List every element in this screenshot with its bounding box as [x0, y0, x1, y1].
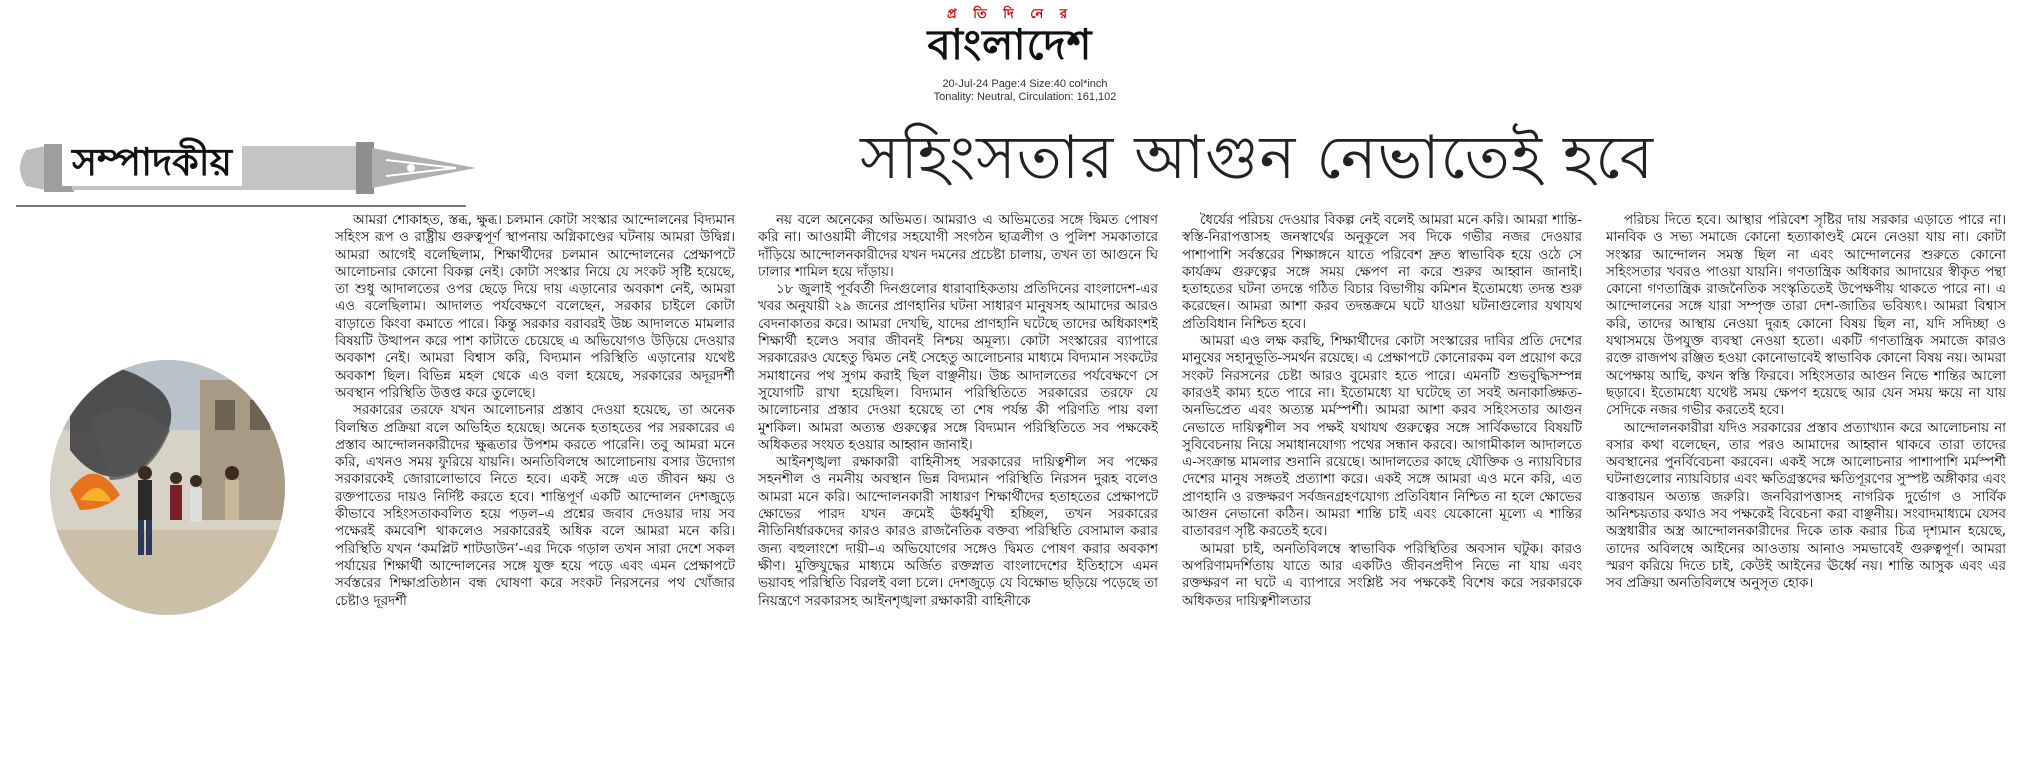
news-photo [50, 360, 285, 615]
section-rule [16, 205, 466, 207]
paragraph: আন্দোলনকারীরা যদিও সরকারের প্রস্তাব প্রত্যাখ্যান করে আলোচনায় না বসার কথা বলেছেন, তার পরও আমাদের আহ্বান থাকবে তারা তাদের অবস্থানের পুনর্বিবেচনা করবেন। একই সঙ্গে আলোচনার পাশাপাশি মর্মস্পর্শী ঘটনাগুলোর ন্যায়বিচার এবং ক্ষতিগ্রস্তদের ক্ষতিপূরণের সুস্পষ্ট অঙ্গীকার এবং বাস্তবায়ন অত্যন্ত জরুরি। জনবিরাপত্তাসহ নাগরিক দুর্ভোগ ও সার্বিক অনিশ্চয়তার কথাও সব পক্ষকেই বিবেচনা করা বাঞ্ছনীয়। সংবাদমাধ্যমে যেসব অস্ত্রধারীর অস্ত্র আন্দোলনকারীদের দিকে তাক করার চিত্র দৃশ্যমান হয়েছে, তাদের অবিলম্বে আইনের আওতায় আনাও সমভাবেই গুরুত্বপূর্ণ। আমরা স্মরণ করিয়ে দিতে চাই, কেউই আইনের ঊর্ধ্বে নয়। শান্তি আসুক এবং এর সব প্রক্রিয়া অনতিবিলম্বে অনুসৃত হোক। [1606, 420, 2006, 592]
paragraph: আমরা শোকাহত, স্তব্ধ, ক্ষুব্ধ। চলমান কোটা সংস্কার আন্দোলনের বিদ্যমান সহিংস রূপ ও রাষ্ট্রীয় গুরুত্বপূর্ণ স্থাপনায় অগ্নিকাণ্ডের ঘটনায় আমরা উদ্বিগ্ন। আমরা আগেই বলেছিলাম, শিক্ষার্থীদের চলমান আন্দোলনের প্রেক্ষাপটে আলোচনার কোনো বিকল্প নেই। কোটা সংস্কার নিয়ে যে সংকট সৃষ্টি হয়েছে, তা শুধু আদালতের ওপর ছেড়ে দিয়ে দায় এড়ানোর অবকাশ নেই, আমরা এও বলেছিলাম। আদালত পর্যবেক্ষণে বলেছেন, সরকার চাইলে কোটা বাড়াতে কিংবা কমাতে পারে। কিন্তু সরকার বরাবরই উচ্চ আদালতে মামলার বিষয়টি উত্থাপন করে পাশ কাটাতে চেয়েছে এ অভিযোগও উড়িয়ে দেওয়ার অবকাশ নেই। আমরা বিশ্বাস করি, বিদ্যমান পরিস্থিতি এড়ানোর যথেষ্ট অবকাশ ছিল। বিভিন্ন মহল থেকে এও বলা হয়েছে, সরকারের অদূরদর্শী অবস্থান পরিস্থিতি উত্তপ্ত করে তুলেছে। [335, 213, 735, 401]
paragraph: আমরা চাই, অনতিবিলম্বে স্বাভাবিক পরিস্থিতির অবসান ঘটুক। কারও অপরিণামদর্শিতায় যাতে আর একটিও জীবনপ্রদীপ নিভে না যায় এবং রক্তক্ষরণ না ঘটে এ ব্যাপারে সংশ্লিষ্ট সব পক্ষকেই বিশেষ করে সরকারকে অধিকতর দায়িত্বশীলতার [1182, 541, 1582, 609]
paragraph: নয় বলে অনেকের অভিমত। আমরাও এ অভিমতের সঙ্গে দ্বিমত পোষণ করি না। আওয়ামী লীগের সহযোগী সংগঠন ছাত্রলীগ ও পুলিশ সমকাতারে দাঁড়িয়ে আন্দোলনকারীদের যখন দমনের প্রচেষ্টা চালায়, তখন তা আগুনে ঘি ঢালার শামিল হয়ে দাঁড়ায়। [758, 213, 1158, 280]
paragraph: সরকারের তরফে যখন আলোচনার প্রস্তাব দেওয়া হয়েছে, তা অনেক বিলম্বিত প্রক্রিয়া বলে অভিহিত হয়েছে। অনেক হতাহতের পর সরকারের এ প্রস্তাব আন্দোলনকারীদের ক্ষুব্ধতার উপশম করতে পারেনি। তবু আমরা মনে করি, এখনও সময় ফুরিয়ে যায়নি। অনতিবিলম্বে আলোচনায় বসার উদ্যোগ সরকারকেই জোরালোভাবে নিতে হবে। একই সঙ্গে এত জীবন ক্ষয় ও রক্তপাতের দায়ও নির্দিষ্ট করতে হবে। শান্তিপূর্ণ একটি আন্দোলন দেশজুড়ে কীভাবে সহিংসতাকবলিত হয়ে পড়ল–এ প্রশ্নের জবাব দেওয়ার দায় সব পক্ষেরই কমবেশি থাকলেও সরকারেরই অধিক বলে আমরা মনে করি। পরিস্থিতি যখন ‘কমপ্লিট শাটডাউন’-এর দিকে গড়াল তখন সারা দেশে সকল পর্যায়ের শিক্ষার্থী আন্দোলনের সঙ্গে যুক্ত হয়ে পড়ে এবং এমন প্রেক্ষাপটে সর্বস্তরের শিক্ষাপ্রতিষ্ঠান বন্ধ ঘোষণা করে সংকট নিরসনের পথ খোঁজার চেষ্টাও দূরদর্শী [335, 403, 735, 609]
column-2 [758, 212, 1158, 764]
protest-scene-image [50, 360, 285, 615]
column-3 [1182, 212, 1582, 764]
paragraph: ধৈর্যের পরিচয় দেওয়ার বিকল্প নেই বলেই আমরা মনে করি। আমরা শান্তি-স্বস্তি-নিরাপত্তাসহ জনস্বার্থের অনুকূলে সব দিকে গভীর নজর দেওয়ার পাশাপাশি সর্বস্তরের শিক্ষাঙ্গনে যাতে পরিবেশ দ্রুত স্বাভাবিক হয়ে ওঠে সে কার্যক্রম গুরুত্বের সঙ্গে সময় ক্ষেপণ না করে শুরুর আহ্বান জানাই। হতাহতের ঘটনা তদন্তে গঠিত বিচার বিভাগীয় কমিশন ইতোমধ্যে তদন্ত শুরু করেছেন। আমরা আশা করব তদন্তক্রমে ঘটে যাওয়া ঘটনাগুলোর যথাযথ প্রতিবিধান নিশ্চিত হবে। [1182, 213, 1582, 332]
paragraph: আমরা এও লক্ষ করছি, শিক্ষার্থীদের কোটা সংস্কারের দাবির প্রতি দেশের মানুষের সহানুভূতি-সমর্থন রয়েছে। এ প্রেক্ষাপটে কোনোরকম বল প্রয়োগ করে সংকট নিরসনের চেষ্টা আরও বুমেরাং হতে পারে। এমনটি শুভবুদ্ধিসম্পন্ন কারওই কাম্য হতে পারে না। ইতোমধ্যে যা ঘটেছে তা সবই অনাকাঙ্ক্ষিত-অনভিপ্রেত এবং অত্যন্ত মর্মস্পর্শী। আমরা আশা করব সহিংসতার আগুন নেভাতে দায়িত্বশীল সব পক্ষই যথাযথ গুরুত্বের সঙ্গে সার্বিকভাবে বিষয়টি সুবিবেচনায় নিয়ে সমাধানযোগ্য পথের সন্ধান করবে। আগামীকাল আদালতে এ-সংক্রান্ত মামলার শুনানি রয়েছে। আদালতের কাছে যৌক্তিক ও ন্যায়বিচার দেশের মানুষ সঙ্গতই প্রত্যাশা করে। একই সঙ্গে আমরা এও মনে করি, এত প্রাণহানি ও রক্তক্ষরণ সর্বজনগ্রহণযোগ্য প্রতিবিধান নিশ্চিত না হলে ক্ষোভের আগুন নেভানো কঠিন। আমরা শান্তি চাই এবং যেকোনো মূল্যে এ শান্তির বাতাবরণ সৃষ্টি করতেই হবে। [1182, 334, 1582, 540]
paragraph: পরিচয় দিতে হবে। আস্থার পরিবেশ সৃষ্টির দায় সরকার এড়াতে পারে না। মানবিক ও সভ্য সমাজে কোনো হত্যাকাণ্ডই মেনে নেওয়া যায় না। কোটা সংস্কার আন্দোলন সমস্ত ছিল না এবং আন্দোলনের শুরুতে কোনো সহিংসতার খবরও পাওয়া যায়নি। গণতান্ত্রিক অধিকার আদায়ের স্বীকৃত পন্থা কোনো গণতান্ত্রিক রাজনৈতিক সংস্কৃতিতেই উপেক্ষণীয় থাকতে পারে না। এ আন্দোলনের সঙ্গে যারা সম্পৃক্ত তারা দেশ-জাতির ভবিষ্যৎ। আমরা বিশ্বাস করি, তাদের আস্থায় নেওয়া দুরূহ কোনো বিষয় ছিল না, যদি সদিচ্ছা ও যথাসময়ে উপযুক্ত ব্যবস্থা নেওয়া হতো। একটি গণতান্ত্রিক সমাজে কারও রক্তে রাজপথ রঞ্জিত হওয়া কোনোভাবেই স্বাভাবিক কোনো বিষয় নয়। আমরা অপেক্ষায় আছি, কখন স্বস্তি ফিরবে। সহিংসতার আগুন নিভে শান্তির আলো ছড়াবে। ইতোমধ্যে যথেষ্ট সময় ক্ষেপণ হয়েছে আর যেন সময় ক্ষয়ে না যায় সেদিকে নজর গভীর করতেই হবে। [1606, 213, 2006, 419]
meta-line-circulation: Tonality: Neutral, Circulation: 161,102 [933, 91, 1117, 103]
paragraph: আইনশৃঙ্খলা রক্ষাকারী বাহিনীসহ সরকারের দায়িত্বশীল সব পক্ষের সহনশীল ও নমনীয় অবস্থান ভিন্ন বিদ্যমান পরিস্থিতি নিরসন দুরূহ বলেও আমরা মনে করি। আন্দোলনকারী সাধারণ শিক্ষার্থীদের হতাহতের প্রেক্ষাপটে ক্ষোভের পারদ যখন ক্রমেই ঊর্ধ্বমুখী হচ্ছিল, তখন সরকারের নীতিনির্ধারকদের কারও কারও রাজনৈতিক বক্তব্য পরিস্থিতি বেসামাল করার জন্য বহুলাংশে দায়ী–এ অভিযোগের সঙ্গেও দ্বিমত পোষণ করার অবকাশ ক্ষীণ। মুক্তিযুদ্ধের মাধ্যমে অর্জিত রক্তস্নাত বাংলাদেশের ইতিহাসে এমন ভয়াবহ পরিস্থিতি বিরলই বলা চলে। দেশজুড়ে যে বিক্ষোভ ছড়িয়ে পড়েছে তা নিয়ন্ত্রণে সরকারসহ আইনশৃঙ্খলা রক্ষাকারী বাহিনীকে [758, 455, 1158, 609]
paragraph: ১৮ জুলাই পূর্ববর্তী দিনগুলোর ধারাবাহিকতায় প্রতিদিনের বাংলাদেশ-এর খবর অনুযায়ী ২৯ জনের প্রাণহানির ঘটনা সাধারণ মানুষসহ আমাদের আরও বেদনাকাতর করে। আমরা দেখছি, যাদের প্রাণহানি ঘটেছে তাদের অধিকাংশই শিক্ষার্থী হলেও সবার জীবনই নিশ্চয় অমূল্য। কোটা সংস্কারের ব্যাপারে সরকারেরও যেহেতু দ্বিমত নেই সেহেতু আলোচনার মাধ্যমে বিদ্যমান সংকটের সমাধানের পথ সুগম করাই ছিল বাঞ্ছনীয়। উচ্চ আদালতের পর্যবেক্ষণে সে সুযোগটি রাখা হয়েছিল। বিদ্যমান পরিস্থিতিতে সরকারের তরফে যে আলোচনার প্রস্তাব দেওয়া হয়েছে তা শেষ পর্যন্ত কী পরিণতি পায় বলা মুশকিল। আমরা অত্যন্ত গুরুত্বের সঙ্গে বিদ্যমান পরিস্থিতিতে সব পক্ষকেই অধিকতর সংযত হওয়ার আহ্বান জানাই। [758, 282, 1158, 453]
clipping-meta [905, 78, 1145, 104]
masthead [880, 8, 1140, 68]
column-4 [1606, 212, 2006, 764]
meta-line-date-page: 20-Jul-24 Page:4 Size:40 col*inch [942, 78, 1108, 90]
column-1 [335, 212, 735, 764]
headline: সহিংসতার আগুন নেভাতেই হবে [860, 123, 1655, 193]
masthead-tagline: প্র তি দি নে র [946, 7, 1073, 22]
masthead-logo: বাংলাদেশ [927, 20, 1093, 69]
section-label: সম্পাদকীয় [62, 138, 242, 186]
